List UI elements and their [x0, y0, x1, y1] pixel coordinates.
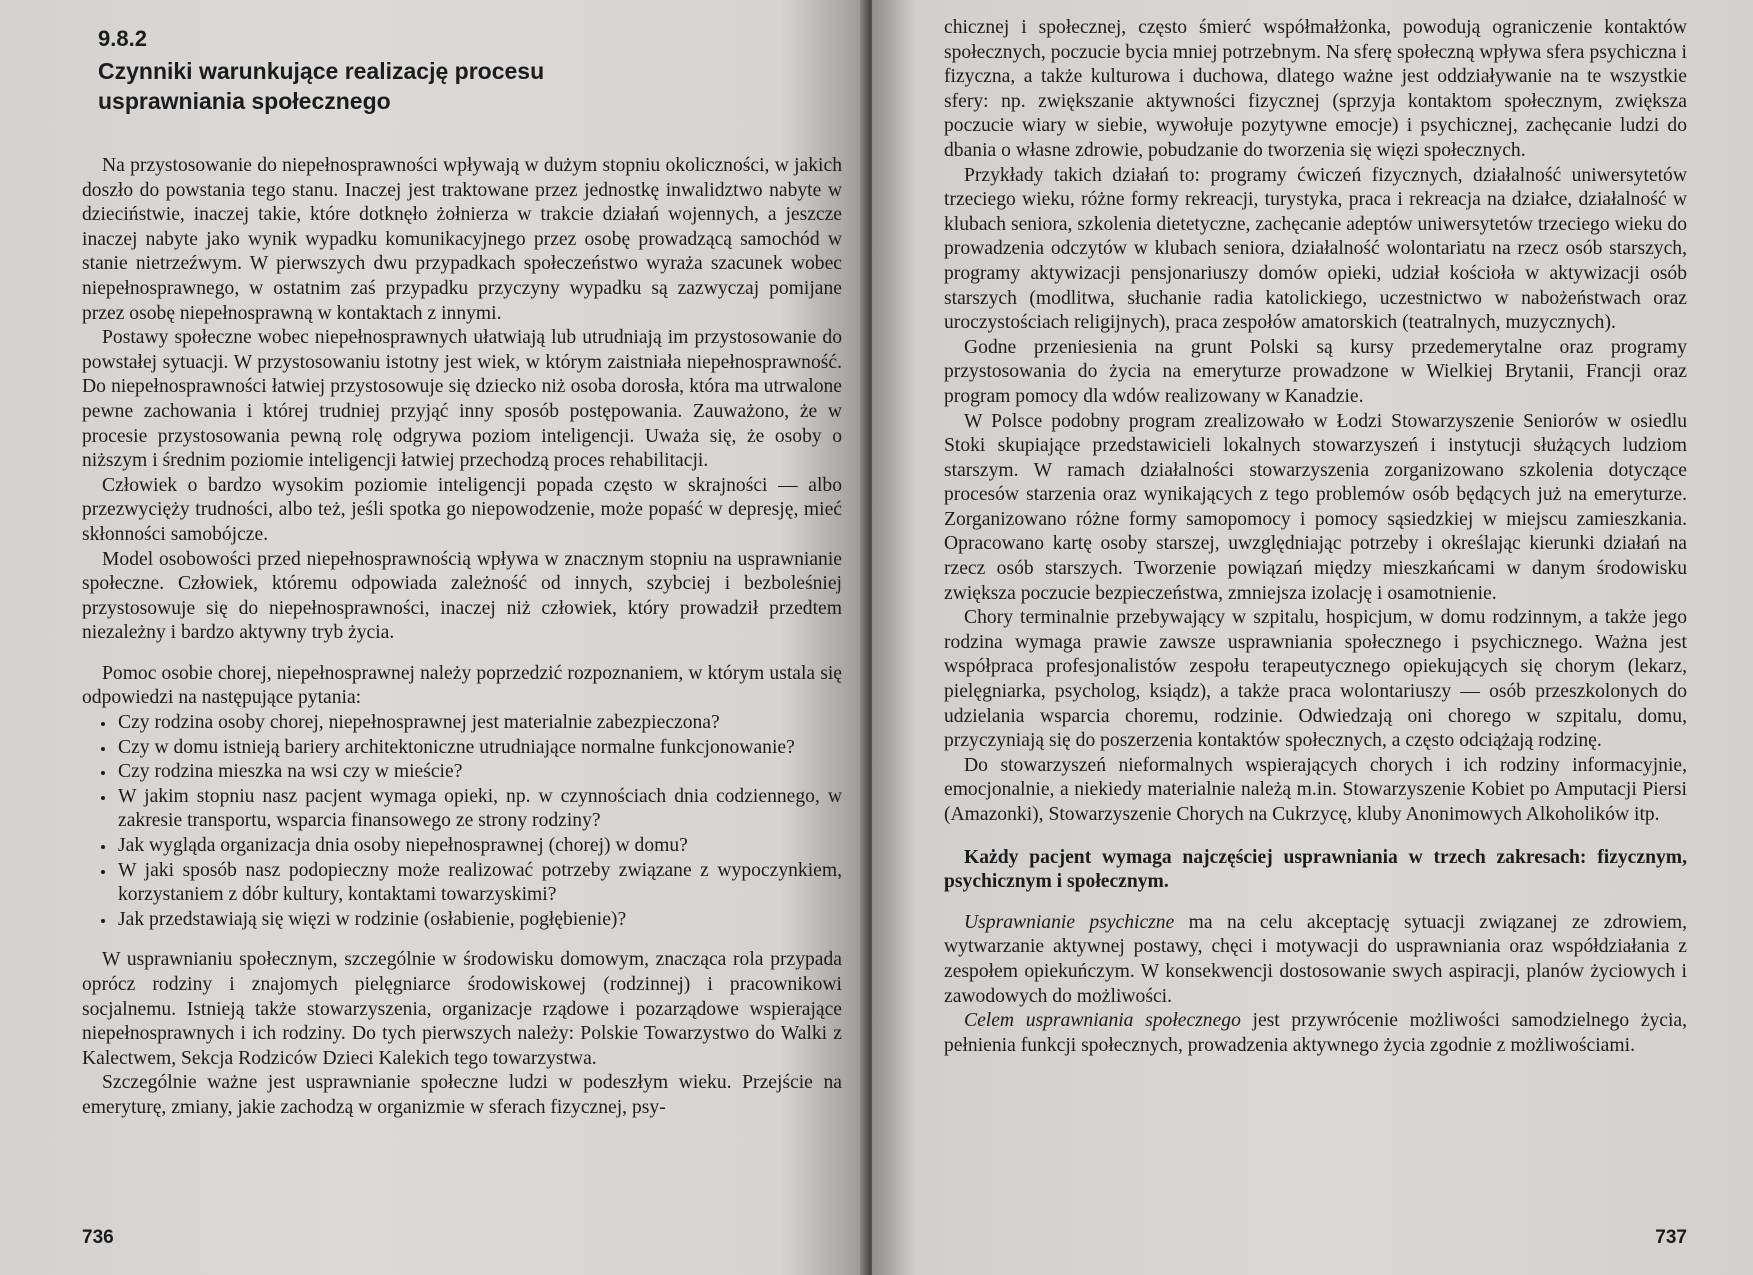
- paragraph: Godne przeniesienia na grunt Polski są kursy przedemerytalne oraz programy przystosowania do życia na emeryturze prowadzone w Wielkiej Brytanii, Francji oraz program pomocy dla wdów realizowany w Kanadzie.: [944, 336, 1687, 407]
- paragraph: W Polsce podobny program zrealizowało w Łodzi Stowarzyszenie Seniorów w osiedlu Stoki skupiające przedstawicieli lokalnych stowarzyszeń i instytucji służących ludziom starszym. W ramach działalności stowarzyszenia zorganizowano szkolenia dotyczące procesów starzenia oraz wynikających z tego problemów osób będących już na emeryturze. Zorganizowano różne formy samopomocy i pomocy sąsiedzkiej w miejscu zamieszkania. Opracowano kartę osoby starszej, uwzględniając potrzeby i określając kierunki działań na rzecz osób starszych. Tworzenie powiązań między mieszkańcami w danym środowisku zwiększa poczucie bezpieczeństwa, zmniejsza izolację i osamotnienie.: [944, 410, 1687, 604]
- term-definition: jest przywrócenie możliwości samodzielnego życia, pełnienia funkcji społecznych, prowadzenia aktywnego życia zgodnie z możliwościami.: [944, 1010, 1687, 1056]
- paragraph: chicznej i społecznej, często śmierć współmałżonka, powodują ograniczenie kontaktów społecznych, poczucie bycia mniej potrzebnym. Na sferę społeczną wpływa sfera psychiczna i fizyczna, a także kulturowa i duchowa, dlatego ważne jest oddziaływanie na te wszystkie sfery: np. zwiększanie aktywności fizycznej (sprzyja kontaktom społecznym, zwiększa poczucie wiary w siebie, wywołuje pozytywne emocje) i psychicznej, zachęcanie ludzi do dbania o własne zdrowie, pobudzanie do tworzenia się więzi społecznych.: [944, 17, 1687, 161]
- list-item: • Czy rodzina osoby chorej, niepełnosprawnej jest materialnie zabezpieczona?: [116, 711, 842, 736]
- term-social: Celem usprawniania społecznego: [964, 1010, 1241, 1032]
- term-definition: ma na celu akceptację sytuacji związanej ze zdrowiem, wytwarzanie aktywnej postawy, chęci i motywacji do usprawniania oraz współdziałania z zespołem opiekuńczym. W konsekwencji dostosowanie swych aspiracji, planów życiowych i zawodowych do możliwości.: [944, 911, 1687, 1007]
- page-number: 737: [1655, 1227, 1687, 1248]
- list-item: • Jak przedstawiają się więzi w rodzinie (osłabienie, pogłębienie)?: [116, 908, 842, 933]
- list-item: • Czy w domu istnieją bariery architektoniczne utrudniające normalne funkcjonowanie?: [116, 736, 842, 761]
- paragraph: Na przystosowanie do niepełnosprawności wpływają w dużym stopniu okoliczności, w jakich doszło do powstania tego stanu. Inaczej jest traktowane przez jednostkę inwalidztwo nabyte w dzieciństwie, inaczej takie, które dotknęło żołnierza w trakcie działań wojennych, a jeszcze inaczej nabyte jako wynik wypadku komunikacyjnego przez osobę prowadzącą samochód w stanie nietrzeźwym. W pierwszych dwu przypadkach społeczeństwo wyraża szacunek wobec niepełnosprawnego, w ostatnim zaś przypadku przyczyny wypadku są zazwyczaj pomijane przez osobę niepełnosprawną w kontaktach z innymi.: [82, 155, 842, 324]
- list-item: • Jak wygląda organizacja dnia osoby niepełnosprawnej (chorej) w domu?: [116, 834, 842, 859]
- paragraph-psychological: [944, 911, 1687, 1009]
- left-page: [0, 0, 868, 1275]
- paragraph: Szczególnie ważne jest usprawnianie społeczne ludzi w podeszłym wieku. Przejście na emeryturę, zmiany, jakie zachodzą w organizmie w sferach fizycznej, psy-: [82, 1072, 842, 1118]
- paragraph: Model osobowości przed niepełnosprawnością wpływa w znacznym stopniu na usprawnianie społeczne. Człowiek, któremu odpowiada zależność od innych, szybciej i bezboleśniej przystosowuje się do niepełnosprawności, inaczej niż człowiek, który prowadził przedtem niezależny i bardzo aktywny tryb życia.: [82, 548, 842, 644]
- list-item: • Czy rodzina mieszka na wsi czy w mieście?: [116, 760, 842, 785]
- paragraph: Do stowarzyszeń nieformalnych wspierających chorych i ich rodziny informacyjnie, emocjonalnie, a niekiedy materialnie należą m.in. Stowarzyszenie Kobiet po Amputacji Piersi (Amazonki), Stowarzyszenie Chorych na Cukrzycę, kluby Anonimowych Alkoholików itp.: [944, 754, 1687, 825]
- list-item: • W jakim stopniu nasz pacjent wymaga opieki, np. w czynnościach dnia codziennego, w zakresie transportu, wsparcia finansowego ze strony rodziny?: [116, 785, 842, 834]
- paragraph: Chory terminalnie przebywający w szpitalu, hospicjum, w domu rodzinnym, a także jego rodzina wymaga prawie zawsze usprawniania społecznego i psychicznego. Ważna jest współpraca profesjonalistów zespołu terapeutycznego opiekujących się chorym (lekarz, pielęgniarka, psycholog, ksiądz), a także praca wolontariuszy — osób przeszkolonych do udzielania wsparcia choremu, rodzinie. Odwiedzają oni chorego w szpitalu, domu, przyczyniają się do poszerzenia kontaktów społecznych, a często odciążają rodzinę.: [944, 607, 1687, 752]
- section-title: Czynniki warunkujące realizację procesu usprawniania społecznego: [98, 58, 545, 114]
- questions-intro: Pomoc osobie chorej, niepełnosprawnej należy poprzedzić rozpoznaniem, w którym ustala się odpowiedzi na następujące pytania:: [82, 662, 842, 709]
- paragraph-social: [944, 1009, 1687, 1058]
- key-statement: Każdy pacjent wymaga najczęściej usprawniania w trzech zakresach: fizycznym, psychicznym i społecznym.: [944, 846, 1687, 893]
- paragraph: Postawy społeczne wobec niepełnosprawnych ułatwiają lub utrudniają im przystosowanie do powstałej sytuacji. W przystosowaniu istotny jest wiek, w którym zaistniała niepełnosprawność. Do niepełnosprawności łatwiej przystosowuje się dziecko niż osoba dorosła, która ma utrwalone pewne zachowania i której trudniej przyjąć inny sposób postępowania. Zauważono, że w procesie przystosowania pewną rolę odgrywa poziom inteligencji. Uważa się, że osoby o niższym i średnim poziomie inteligencji łatwiej przechodzą proces rehabilitacji.: [82, 327, 842, 472]
- list-item: • W jaki sposób nasz podopieczny może realizować potrzeby związane z wypoczynkiem, korzystaniem z dóbr kultury, kontaktami towarzyskimi?: [116, 859, 842, 908]
- section-number: 9.8.2: [98, 26, 147, 51]
- paragraph: Człowiek o bardzo wysokim poziomie inteligencji popada często w skrajności — albo przezwycięży trudności, albo też, jeśli spotka go niepowodzenie, może popaść w depresję, mieć skłonności samobójcze.: [82, 474, 842, 545]
- paragraph: Przykłady takich działań to: programy ćwiczeń fizycznych, działalność uniwersytetów trzeciego wieku, różne formy rekreacji, turystyka, praca i rekreacja na działce, działalność w klubach seniora, szkolenia dietetyczne, zachęcanie adeptów uniwersytetów trzeciego wieku do prowadzenia odczytów w klubach seniora, działalność wolontariatu na rzecz osób starszych, programy aktywizacji pensjonariuszy domów opieki, udział kościoła w aktywizacji osób starszych (modlitwa, słuchanie radia katolickiego, uczestnictwo w nabożeństwach oraz uroczystościach religijnych), praca zespołów amatorskich (teatralnych, muzycznych).: [944, 164, 1687, 334]
- right-page: [872, 0, 1753, 1275]
- page-number: 736: [82, 1227, 114, 1248]
- term-psychological: Usprawnianie psychiczne: [964, 911, 1175, 933]
- paragraph: W usprawnianiu społecznym, szczególnie w środowisku domowym, znacząca rola przypada oprócz rodziny i znajomych pielęgniarce środowiskowej (rodzinnej) i pracownikowi socjalnemu. Istnieją także stowarzyszenia, organizacje rządowe i pozarządowe wspierające niepełnosprawnych i ich rodziny. Do tych pierwszych należy: Polskie Towarzystwo do Walki z Kalectwem, Sekcja Rodziców Dzieci Kalekich tego towarzystwa.: [82, 949, 842, 1069]
- question-list: [82, 711, 842, 932]
